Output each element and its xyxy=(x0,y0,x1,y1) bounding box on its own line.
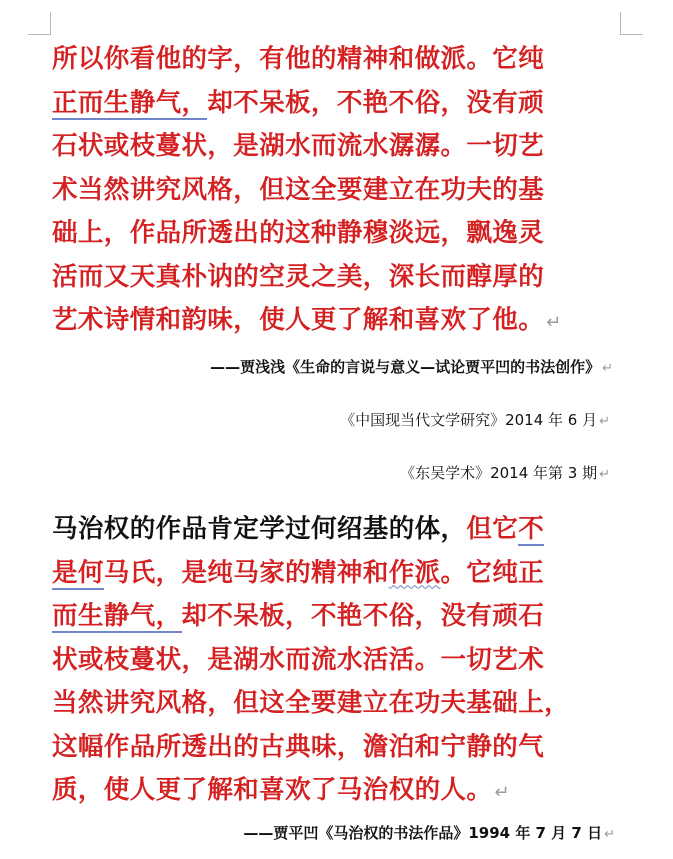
paragraph-line: 这幅作品所透出的古典味，澹泊和宁静的气 xyxy=(52,731,545,762)
paragraph-line: 所以你看他的字，有他的精神和做派。它纯 xyxy=(52,44,545,74)
paragraph-mark-icon: ↵ xyxy=(599,414,610,429)
paragraph-mark-icon: ↵ xyxy=(599,467,610,482)
paragraph-line: 艺术诗情和韵味，使人更了解和喜欢了他。 ↵ xyxy=(52,305,562,335)
paragraph-line: 术当然讲究风格，但这全要建立在功夫的基 xyxy=(52,174,545,205)
grammar-underline[interactable]: 是何 xyxy=(52,557,104,588)
spelling-underline[interactable]: 作派 xyxy=(388,557,441,588)
paragraph-line: 正而生静气，却不呆板，不艳不俗，没有顽 xyxy=(52,87,545,118)
journal-source-1: 《中国现当代文学研究》2014 年 6 月 ↵ xyxy=(340,411,610,429)
paragraph-line: 状或枝蔓状，是湖水而流水活活。一切艺术 xyxy=(52,644,545,675)
paragraph-mark-icon: ↵ xyxy=(604,827,615,842)
citation-2: ——贾平凹《马治权的书法作品》1994 年 7 月 7 日 ↵ xyxy=(243,824,615,842)
quote-paragraph-1[interactable] xyxy=(52,38,632,345)
paragraph-line: 质，使人更了解和喜欢了马治权的人。 ↵ xyxy=(52,775,510,805)
page-corner-mark-top-right xyxy=(620,12,643,35)
paragraph-line: 马治权的作品肯定学过何绍基的体，但它不 xyxy=(52,514,545,544)
citation-1: ——贾浅浅《生命的言说与意义—试论贾平凹的书法创作》 ↵ xyxy=(210,358,613,376)
paragraph-line: 当然讲究风格，但这全要建立在功夫基础上， xyxy=(52,688,571,718)
page-corner-mark-top-left xyxy=(28,12,51,35)
grammar-underline[interactable]: 正而生静气， xyxy=(52,87,208,118)
paragraph-mark-icon: ↵ xyxy=(602,361,613,376)
grammar-underline[interactable]: 而生静气， xyxy=(52,601,182,631)
quote-paragraph-2[interactable] xyxy=(52,508,632,815)
paragraph-line: 而生静气，却不呆板，不艳不俗，没有顽石 xyxy=(52,601,545,631)
paragraph-line: 是何马氏，是纯马家的精神和作派。它纯正 xyxy=(52,557,545,588)
paragraph-line: 活而又天真朴讷的空灵之美，深长而醇厚的 xyxy=(52,261,545,292)
paragraph-line: 石状或枝蔓状，是湖水而流水潺潺。一切艺 xyxy=(52,131,545,161)
paragraph-line: 础上，作品所透出的这种静穆淡远，飘逸灵 xyxy=(52,218,545,248)
paragraph-mark-icon: ↵ xyxy=(494,782,510,803)
paragraph-mark-icon: ↵ xyxy=(546,312,562,333)
grammar-underline[interactable]: 不 xyxy=(518,514,545,544)
journal-source-2: 《东吴学术》2014 年第 3 期 ↵ xyxy=(400,464,610,482)
